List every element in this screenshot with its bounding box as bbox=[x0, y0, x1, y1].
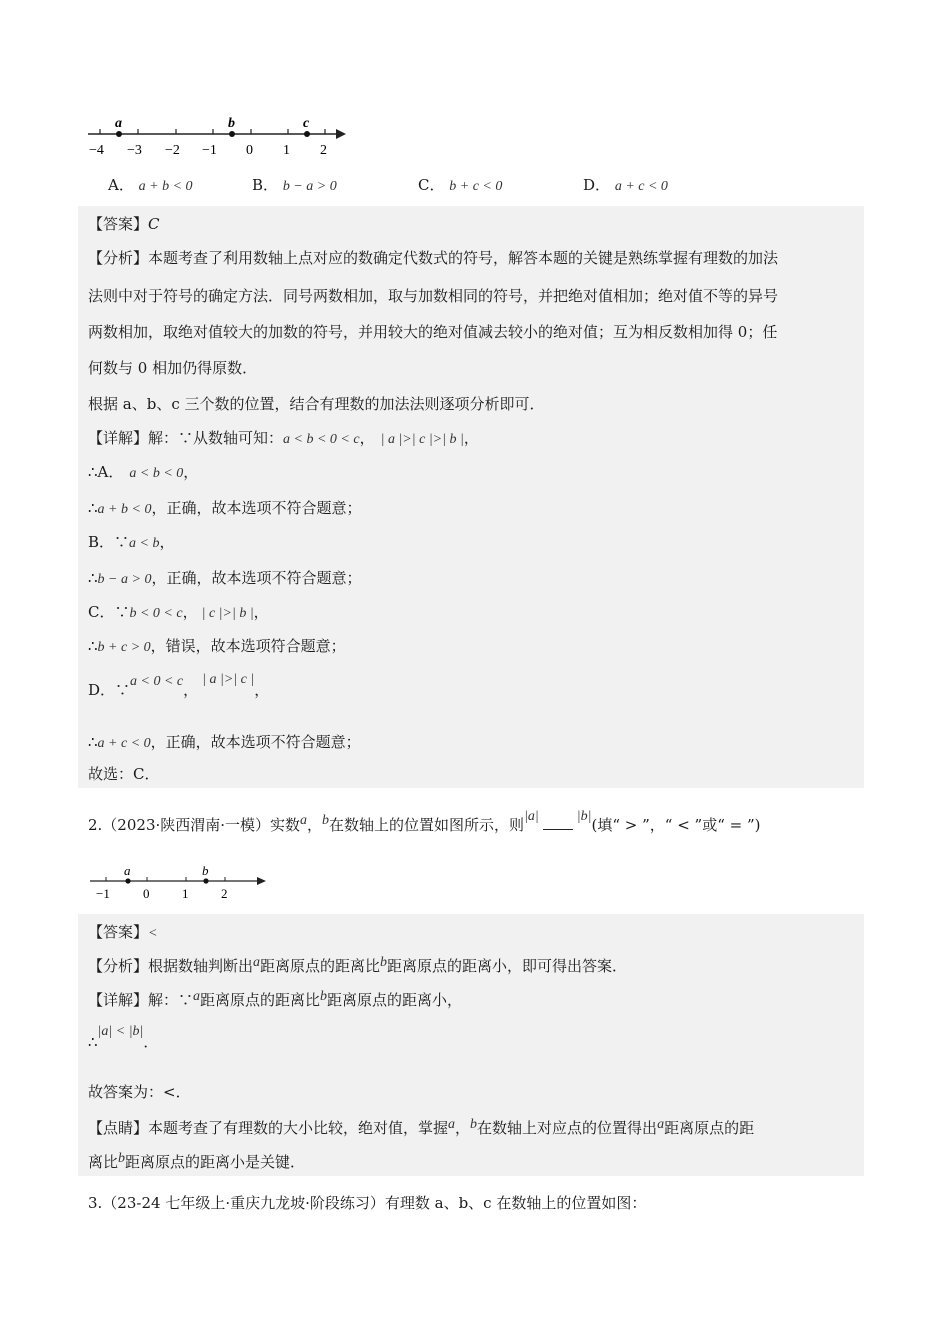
answer-value: C bbox=[148, 215, 160, 233]
label-a: a bbox=[124, 863, 131, 878]
option-expr: b − a > 0 bbox=[282, 179, 337, 194]
detail-text: 解：∵从数轴可知： bbox=[148, 429, 284, 447]
detail-label: 【详解】 bbox=[88, 991, 149, 1009]
tick-label: −3 bbox=[127, 143, 142, 158]
q2-stem: 2.（2023·陕西渭南·一模）实数a，b在数轴上的位置如图所示，则|a| |b|(填“ > ”，“ < ”或“ = ”) bbox=[88, 809, 761, 834]
option-d bbox=[583, 174, 668, 195]
label-a: a bbox=[115, 116, 122, 131]
point-a bbox=[125, 878, 130, 883]
analysis-label: 【分析】 bbox=[88, 249, 149, 267]
answer-label: 【答案】 bbox=[88, 215, 149, 233]
math-expr: a < b < 0 < c bbox=[283, 432, 360, 447]
step-row: ∴a + b < 0，正确，故本选项不符合题意； bbox=[88, 499, 362, 517]
q2-answer-block: 【答案】< 【分析】根据数轴判断出a距离原点的距离比b距离原点的距离小，即可得出答案． 【详解】解：∵a距离原点的距离比b距离原点的距离小， ∴|a| < |b|． 故答案为：<． 【点睛】本题考查了有理数的大小比较，绝对值，掌握a，b在数轴上对应点的位置得出a距离原点的距 离比b距离原点的距离小是关键． bbox=[78, 914, 864, 1176]
analysis-text: 本题考查了利用数轴上点对应的数确定代数式的符号，解答本题的关键是熟练掌握有理数的加法 bbox=[148, 249, 779, 267]
step-row: ∴b + c > 0，错误，故本选项符合题意； bbox=[88, 637, 346, 655]
tick-label: −1 bbox=[202, 143, 217, 158]
step-row: B．∵a < b， bbox=[88, 533, 175, 551]
conclusion: 故选：C． bbox=[88, 765, 160, 783]
tick-label: 2 bbox=[320, 143, 327, 158]
tick-label: 1 bbox=[283, 143, 290, 158]
step-row: ∴A． a < b < 0， bbox=[88, 463, 199, 481]
tick-label: 2 bbox=[221, 886, 228, 901]
option-label: D． bbox=[583, 176, 611, 194]
label-b: b bbox=[202, 863, 209, 878]
point-c bbox=[304, 131, 310, 137]
q3-stem: 3.（23-24 七年级上·重庆九龙坡·阶段练习）有理数 a、b、c 在数轴上的位置如图： bbox=[88, 1194, 647, 1212]
analysis-label: 【分析】 bbox=[88, 957, 149, 975]
answer-value: < bbox=[148, 926, 158, 941]
point-b bbox=[203, 878, 208, 883]
q1-answer-block: 【答案】C 【分析】本题考查了利用数轴上点对应的数确定代数式的符号，解答本题的关键是熟练掌握有理数的加法 法则中对于符号的确定方法．同号两数相加，取与加数相同的符号，并把绝对值相加；绝对值不等的异号 两数相加，取绝对值较大的加数的符号，并用较大的绝对值减去较小的绝对值；互为相反数相加得 0；任 何数与 0 相加仍得原数． 根据 a、b、c 三个数的位置，结合有理数的加法法则逐项分析即可． 【详解】解：∵从数轴可知：a < b < 0 < c， | a |>| c |>| b |， ∴A． a < b < 0， ∴a + b < 0，正确，故本选项不符合题意； B．∵a < b， ∴b − a > 0，正确，故本选项不符合题意； C．∵b < 0 < c， | c |>| b |， ∴b + c > 0，错误，故本选项符合题意； D．∵a < 0 < c，| a |>| c |， ∴a + c < 0，正确，故本选项不符合题意； 故选：C． bbox=[78, 206, 864, 788]
step-row: ∴b − a > 0，正确，故本选项不符合题意； bbox=[88, 569, 362, 587]
point-b bbox=[229, 131, 235, 137]
option-label: C． bbox=[418, 176, 445, 194]
q2-number-line bbox=[86, 862, 276, 904]
step-row: ∴a + c < 0，正确，故本选项不符合题意； bbox=[88, 733, 361, 751]
step-row: D．∵a < 0 < c，| a |>| c |， bbox=[88, 672, 270, 699]
option-label: A． bbox=[108, 176, 134, 194]
option-c bbox=[418, 174, 502, 195]
option-label: B． bbox=[252, 176, 279, 194]
point-a bbox=[116, 131, 122, 137]
answer-label: 【答案】 bbox=[88, 923, 149, 941]
math-expr: | a |>| c |>| b | bbox=[380, 432, 464, 447]
tick-label: 0 bbox=[143, 886, 150, 901]
option-a bbox=[108, 174, 193, 195]
option-expr: a + b < 0 bbox=[138, 179, 193, 194]
option-expr: a + c < 0 bbox=[614, 179, 668, 194]
fill-blank[interactable] bbox=[543, 829, 573, 830]
tick-label: 0 bbox=[246, 143, 253, 158]
detail-label: 【详解】 bbox=[88, 429, 149, 447]
analysis-text: 两数相加，取绝对值较大的加数的符号，并用较大的绝对值减去较小的绝对值；互为相反数相加得 0；任 bbox=[88, 323, 778, 341]
tick-label: 1 bbox=[182, 886, 189, 901]
label-c: c bbox=[303, 116, 310, 131]
option-expr: b + c < 0 bbox=[449, 179, 503, 194]
tick-label: −2 bbox=[165, 143, 180, 158]
q1-number-line bbox=[84, 112, 354, 162]
analysis-text: 根据 a、b、c 三个数的位置，结合有理数的加法法则逐项分析即可． bbox=[88, 395, 545, 413]
label-b: b bbox=[228, 116, 235, 131]
tick-label: −1 bbox=[96, 886, 110, 901]
analysis-text: 何数与 0 相加仍得原数． bbox=[88, 359, 258, 377]
analysis-text: 法则中对于符号的确定方法．同号两数相加，取与加数相同的符号，并把绝对值相加；绝对值不等的异号 bbox=[88, 287, 779, 305]
option-b bbox=[252, 174, 337, 195]
step-row: C．∵b < 0 < c， | c |>| b |， bbox=[88, 603, 269, 621]
conclusion: 故答案为：<． bbox=[88, 1083, 191, 1101]
comment-label: 【点睛】 bbox=[88, 1119, 149, 1137]
tick-label: −4 bbox=[89, 143, 104, 158]
